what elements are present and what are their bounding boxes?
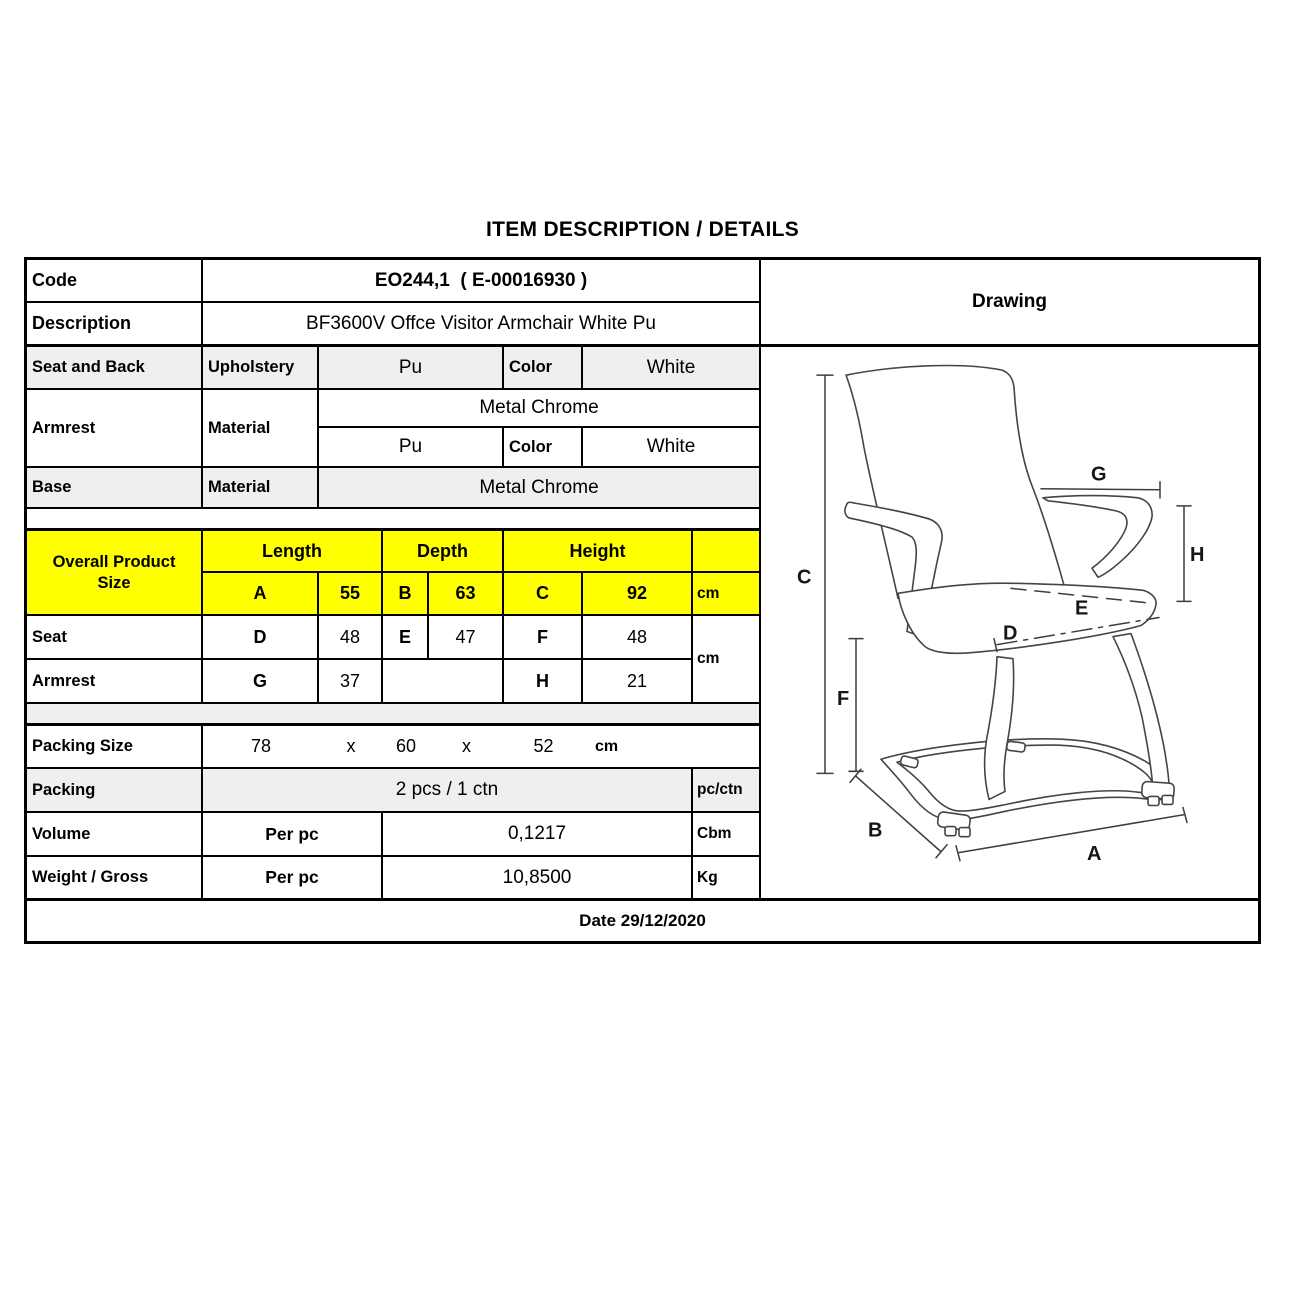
chair-front-leg [985,657,1014,800]
dim-label-a: A [1087,842,1102,865]
overall-size-cells [203,531,759,614]
description-label: Description [27,303,203,344]
volume-value: 0,1217 [383,813,693,855]
overall-size-label: Overall Product Size [27,531,203,614]
overall-blank-cell [693,531,759,571]
dim-g-value: 37 [319,660,383,702]
row-packing [27,769,759,813]
dim-f-key: F [504,616,583,658]
dim-line-h [1177,506,1191,602]
page-title: ITEM DESCRIPTION / DETAILS [485,218,800,241]
packing-size-unit: cm [595,737,619,755]
date-text: Date 29/12/2020 [579,911,706,930]
chair-backrest [846,366,1064,600]
row-armrest-material [27,390,759,468]
armrest-label: Armrest [27,390,203,466]
packing-size-label: Packing Size [27,726,203,767]
armrest-size-label: Armrest [27,660,203,702]
dim-line-f [849,639,863,772]
seat-back-attribute: Upholstery [203,347,319,388]
armrest-color-label: Color [504,428,583,466]
packing-size-dim2: 60 [395,736,417,756]
armrest-size-blank [383,660,504,702]
date-row [27,898,1258,941]
dim-h-key: H [504,660,583,702]
dim-label-h: H [1190,544,1205,567]
dim-c-value: 92 [583,573,693,614]
drawing-header: Drawing [761,260,1258,347]
base-attribute: Material [203,468,319,507]
length-header: Length [203,531,383,571]
armrest-material-bottom: Pu [319,428,504,466]
overall-unit: cm [693,573,759,614]
dim-d-value: 48 [319,616,383,658]
dim-b-value: 63 [429,573,504,614]
dim-a-value: 55 [319,573,383,614]
seat-back-color-value: White [646,356,696,378]
weight-basis: Per pc [203,857,383,898]
depth-header: Depth [383,531,504,571]
volume-basis: Per pc [203,813,383,855]
dim-label-c: C [797,566,812,589]
dim-label-b: B [868,819,883,842]
row-code [27,260,759,303]
row-overall-size [27,531,759,616]
spec-table [24,257,1261,944]
drawing-area [761,347,1258,898]
chair-armrest-right [1043,496,1152,578]
chair-caster-right [1141,781,1174,805]
spacer-row [27,509,759,531]
armrest-material-top: Metal Chrome [479,397,599,418]
packing-size-sep: x [462,736,471,756]
row-base [27,468,759,509]
volume-label: Volume [27,813,203,855]
row-description [27,303,759,347]
chair-drawing [761,347,1258,898]
armrest-material-cells [319,390,759,466]
spec-columns [27,260,761,898]
base-label: Base [27,468,203,507]
volume-unit: Cbm [697,825,732,842]
packing-size-sep: x [346,736,356,756]
code-value: EO244,1 ( E-00016930 ) [374,269,588,291]
seat-back-color-label: Color [504,347,583,388]
rows-seat-armrest-size [27,616,759,704]
seat-armrest-size-cells [27,616,693,702]
dim-label-e: E [1075,597,1089,620]
dim-g-key: G [203,660,319,702]
seat-back-material: Pu [319,347,504,388]
armrest-color-value: White [646,436,696,457]
dim-h-value: 21 [626,670,648,691]
row-seat-and-back [27,347,759,390]
code-label: Code [27,260,203,301]
dim-c-key: C [504,573,583,614]
seat-size-label: Seat [27,616,203,658]
description-value: BF3600V Offce Visitor Armchair White Pu [306,312,656,334]
seat-armrest-unit: cm [697,650,720,667]
row-packing-size [27,726,759,769]
row-weight [27,857,759,898]
packing-size-values [203,726,759,767]
height-header: Height [504,531,693,571]
drawing-panel [761,260,1258,898]
packing-label: Packing [27,769,203,811]
spacer-row [27,704,759,726]
weight-label: Weight / Gross [27,857,203,898]
dim-f-value: 48 [626,626,648,647]
dim-b-key: B [383,573,429,614]
seat-back-label: Seat and Back [27,347,203,388]
dim-line-c [817,375,833,773]
weight-unit: Kg [697,868,718,886]
dim-label-g: G [1091,463,1107,486]
dim-d-key: D [203,616,319,658]
base-material: Metal Chrome [479,476,599,498]
packing-size-dim3: 52 [533,736,554,756]
row-volume [27,813,759,857]
chair-foot [1006,741,1025,752]
dim-label-d: D [1003,622,1018,645]
chair-caster-left [937,811,971,836]
table-body [27,260,1258,898]
packing-unit: pc/ctn [697,781,743,798]
packing-value: 2 pcs / 1 ctn [203,769,693,811]
dim-line-a [956,808,1187,861]
dim-e-value: 47 [429,616,504,658]
armrest-attribute: Material [203,390,319,466]
weight-value: 10,8500 [383,857,693,898]
dim-a-key: A [203,573,319,614]
dim-label-f: F [837,687,850,710]
dim-e-key: E [383,616,429,658]
packing-size-dim1: 78 [250,736,272,756]
